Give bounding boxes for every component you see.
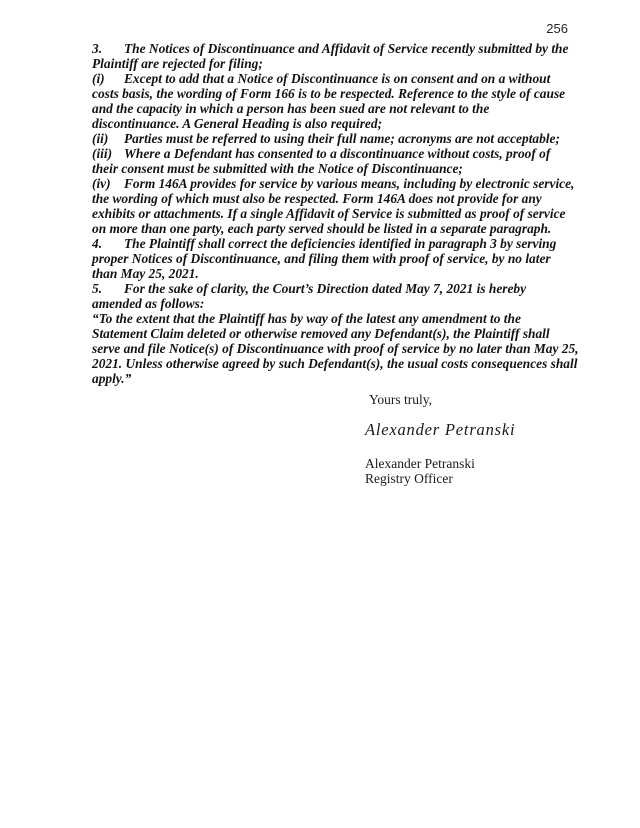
paragraph-text: The Plaintiff shall correct the deficiencies identified in paragraph 3 by serving proper Notices of Discontinuance, and filing them with proof of service, by no later than May 25, 2021.	[92, 236, 557, 281]
paragraph	[92, 311, 579, 386]
paragraph-label: (iii)	[92, 146, 113, 161]
paragraph-text: For the sake of clarity, the Court’s Direction dated May 7, 2021 is hereby amended as follows:	[92, 281, 527, 311]
page-number: 256	[546, 21, 568, 36]
paragraph	[92, 236, 579, 281]
salutation: Yours truly,	[369, 392, 433, 407]
signature: Alexander Petranski	[365, 420, 516, 439]
paragraph-label: 3.	[92, 41, 103, 56]
paragraph-text: Where a Defendant has consented to a discontinuance without costs, proof of their consent must be submitted with the Notice of Discontinuance;	[92, 146, 551, 176]
typed-name: Alexander Petranski	[365, 456, 475, 471]
paragraph	[92, 41, 579, 71]
closing-block	[365, 392, 515, 486]
paragraph-label: (iv)	[92, 176, 111, 191]
paragraph-label: (i)	[92, 71, 105, 86]
paragraph-text: Form 146A provides for service by various means, including by electronic service, the wording of which must also be respected. Form 146A does not provide for any exhibits or attachments. If a single Affidavit of Service is submitted as proof of service on more than one party, each party served should be listed in a separate paragraph.	[92, 176, 575, 236]
paragraph-label: 5.	[92, 281, 103, 296]
paragraph	[92, 71, 579, 131]
paragraph	[92, 176, 579, 236]
paragraph-text: “To the extent that the Plaintiff has by way of the latest any amendment to the Statement Claim deleted or otherwise removed any Defendant(s), the Plaintiff shall serve and file Notice(s) of Discontinuance with proof of service by no later than May 25, 2021. Unless otherwise agreed by such Defendant(s), the usual costs consequences shall apply.”	[92, 311, 579, 386]
paragraph-label: 4.	[92, 236, 103, 251]
paragraph	[92, 281, 579, 311]
paragraph	[92, 131, 579, 146]
officer-title: Registry Officer	[365, 471, 453, 486]
paragraph	[92, 146, 579, 176]
document-body	[92, 41, 579, 386]
paragraph-text: Parties must be referred to using their full name; acronyms are not acceptable;	[124, 131, 560, 146]
paragraph-text: The Notices of Discontinuance and Affidavit of Service recently submitted by the Plaintiff are rejected for filing;	[92, 41, 569, 71]
paragraph-label: (ii)	[92, 131, 109, 146]
paragraph-text: Except to add that a Notice of Discontinuance is on consent and on a without costs basis, the wording of Form 166 is to be respected. Reference to the style of cause and the capacity in which a person has been sued are not relevant to the discontinuance. A General Heading is also required;	[92, 71, 566, 131]
